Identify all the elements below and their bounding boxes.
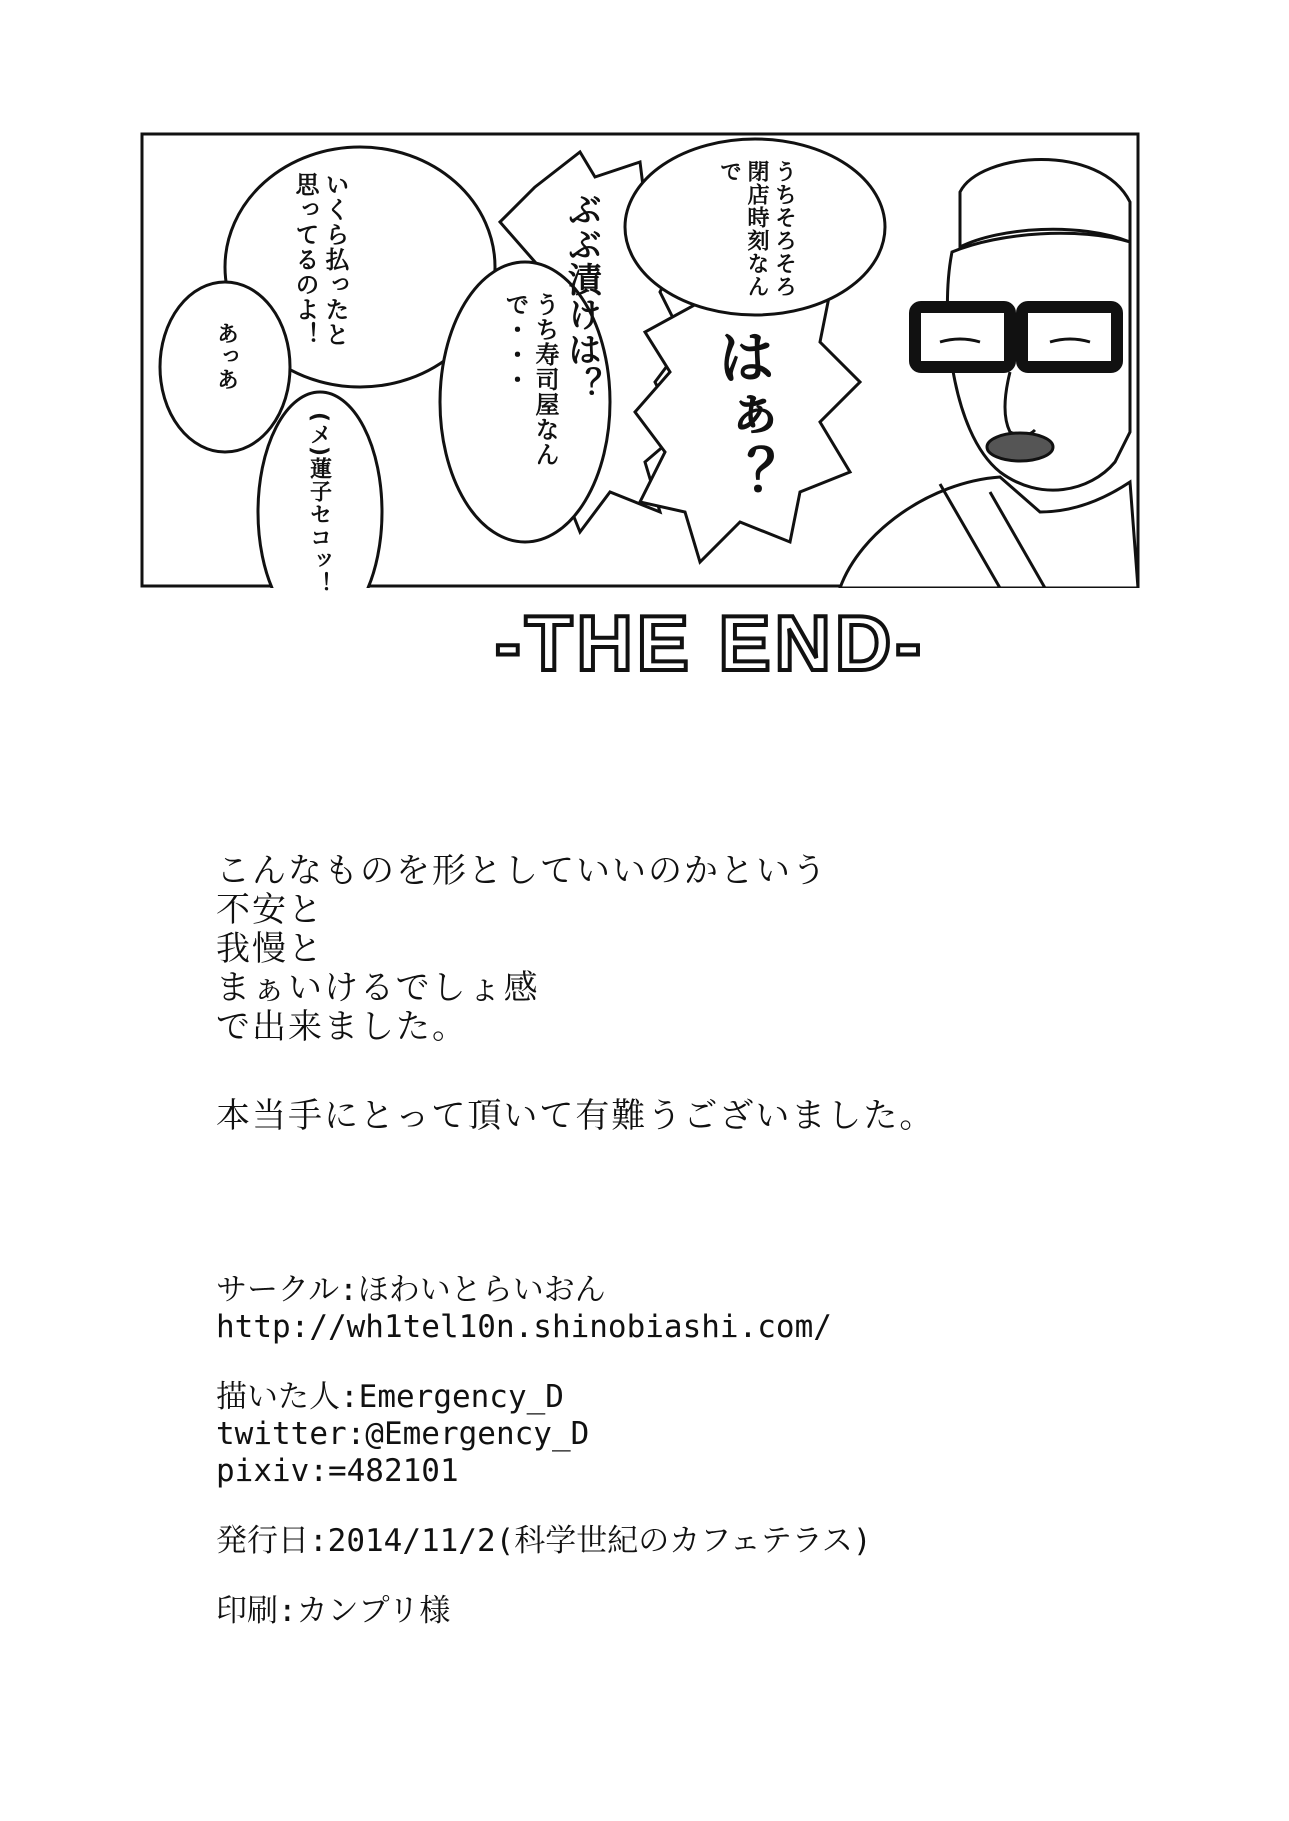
afterword-line: まぁいけるでしょ感 <box>216 968 540 1008</box>
bubble-how-much-paid: いくら払ったと思ってるのよ！ <box>291 172 349 347</box>
bubble-haa: はぁ？ <box>707 327 776 504</box>
twitter-handle: twitter:@Emergency_D <box>216 1416 590 1452</box>
bubble-renko: (メ)蓮子セコッ！ <box>306 412 332 596</box>
the-end-title <box>470 600 950 690</box>
bubble-aa: あっあ <box>213 322 239 391</box>
afterword-line: で出来ました。 <box>216 1007 468 1047</box>
colophon <box>216 1272 871 1630</box>
the-end-text: -THE END- <box>494 600 926 687</box>
afterword <box>216 852 828 1047</box>
comic-panel <box>140 132 1140 596</box>
publish-date: 発行日:2014/11/2(科学世紀のカフェテラス) <box>216 1523 872 1559</box>
thanks-line: 本当手にとって頂いて有難うございました。 <box>216 1096 936 1136</box>
afterword-line: 我慢と <box>216 929 324 969</box>
printer-name: 印刷:カンプリ様 <box>216 1593 451 1629</box>
afterword-line: 不安と <box>216 890 324 930</box>
bubble-sushi-shop: うち寿司屋なんで・・・ <box>501 292 559 467</box>
bubble-bubuzuke: ぶぶ漬けは？ <box>561 192 602 402</box>
circle-url: http://wh1tel10n.shinobiashi.com/ <box>216 1309 832 1345</box>
bubble-closing-time: うちそろそろ閉店時刻なんで <box>716 160 797 298</box>
pixiv-id: pixiv:=482101 <box>216 1453 459 1489</box>
artist-name: 描いた人:Emergency_D <box>216 1379 564 1415</box>
circle-name: サークル:ほわいとらいおん <box>216 1272 606 1308</box>
afterword-line: こんなものを形としていいのかという <box>216 851 828 891</box>
